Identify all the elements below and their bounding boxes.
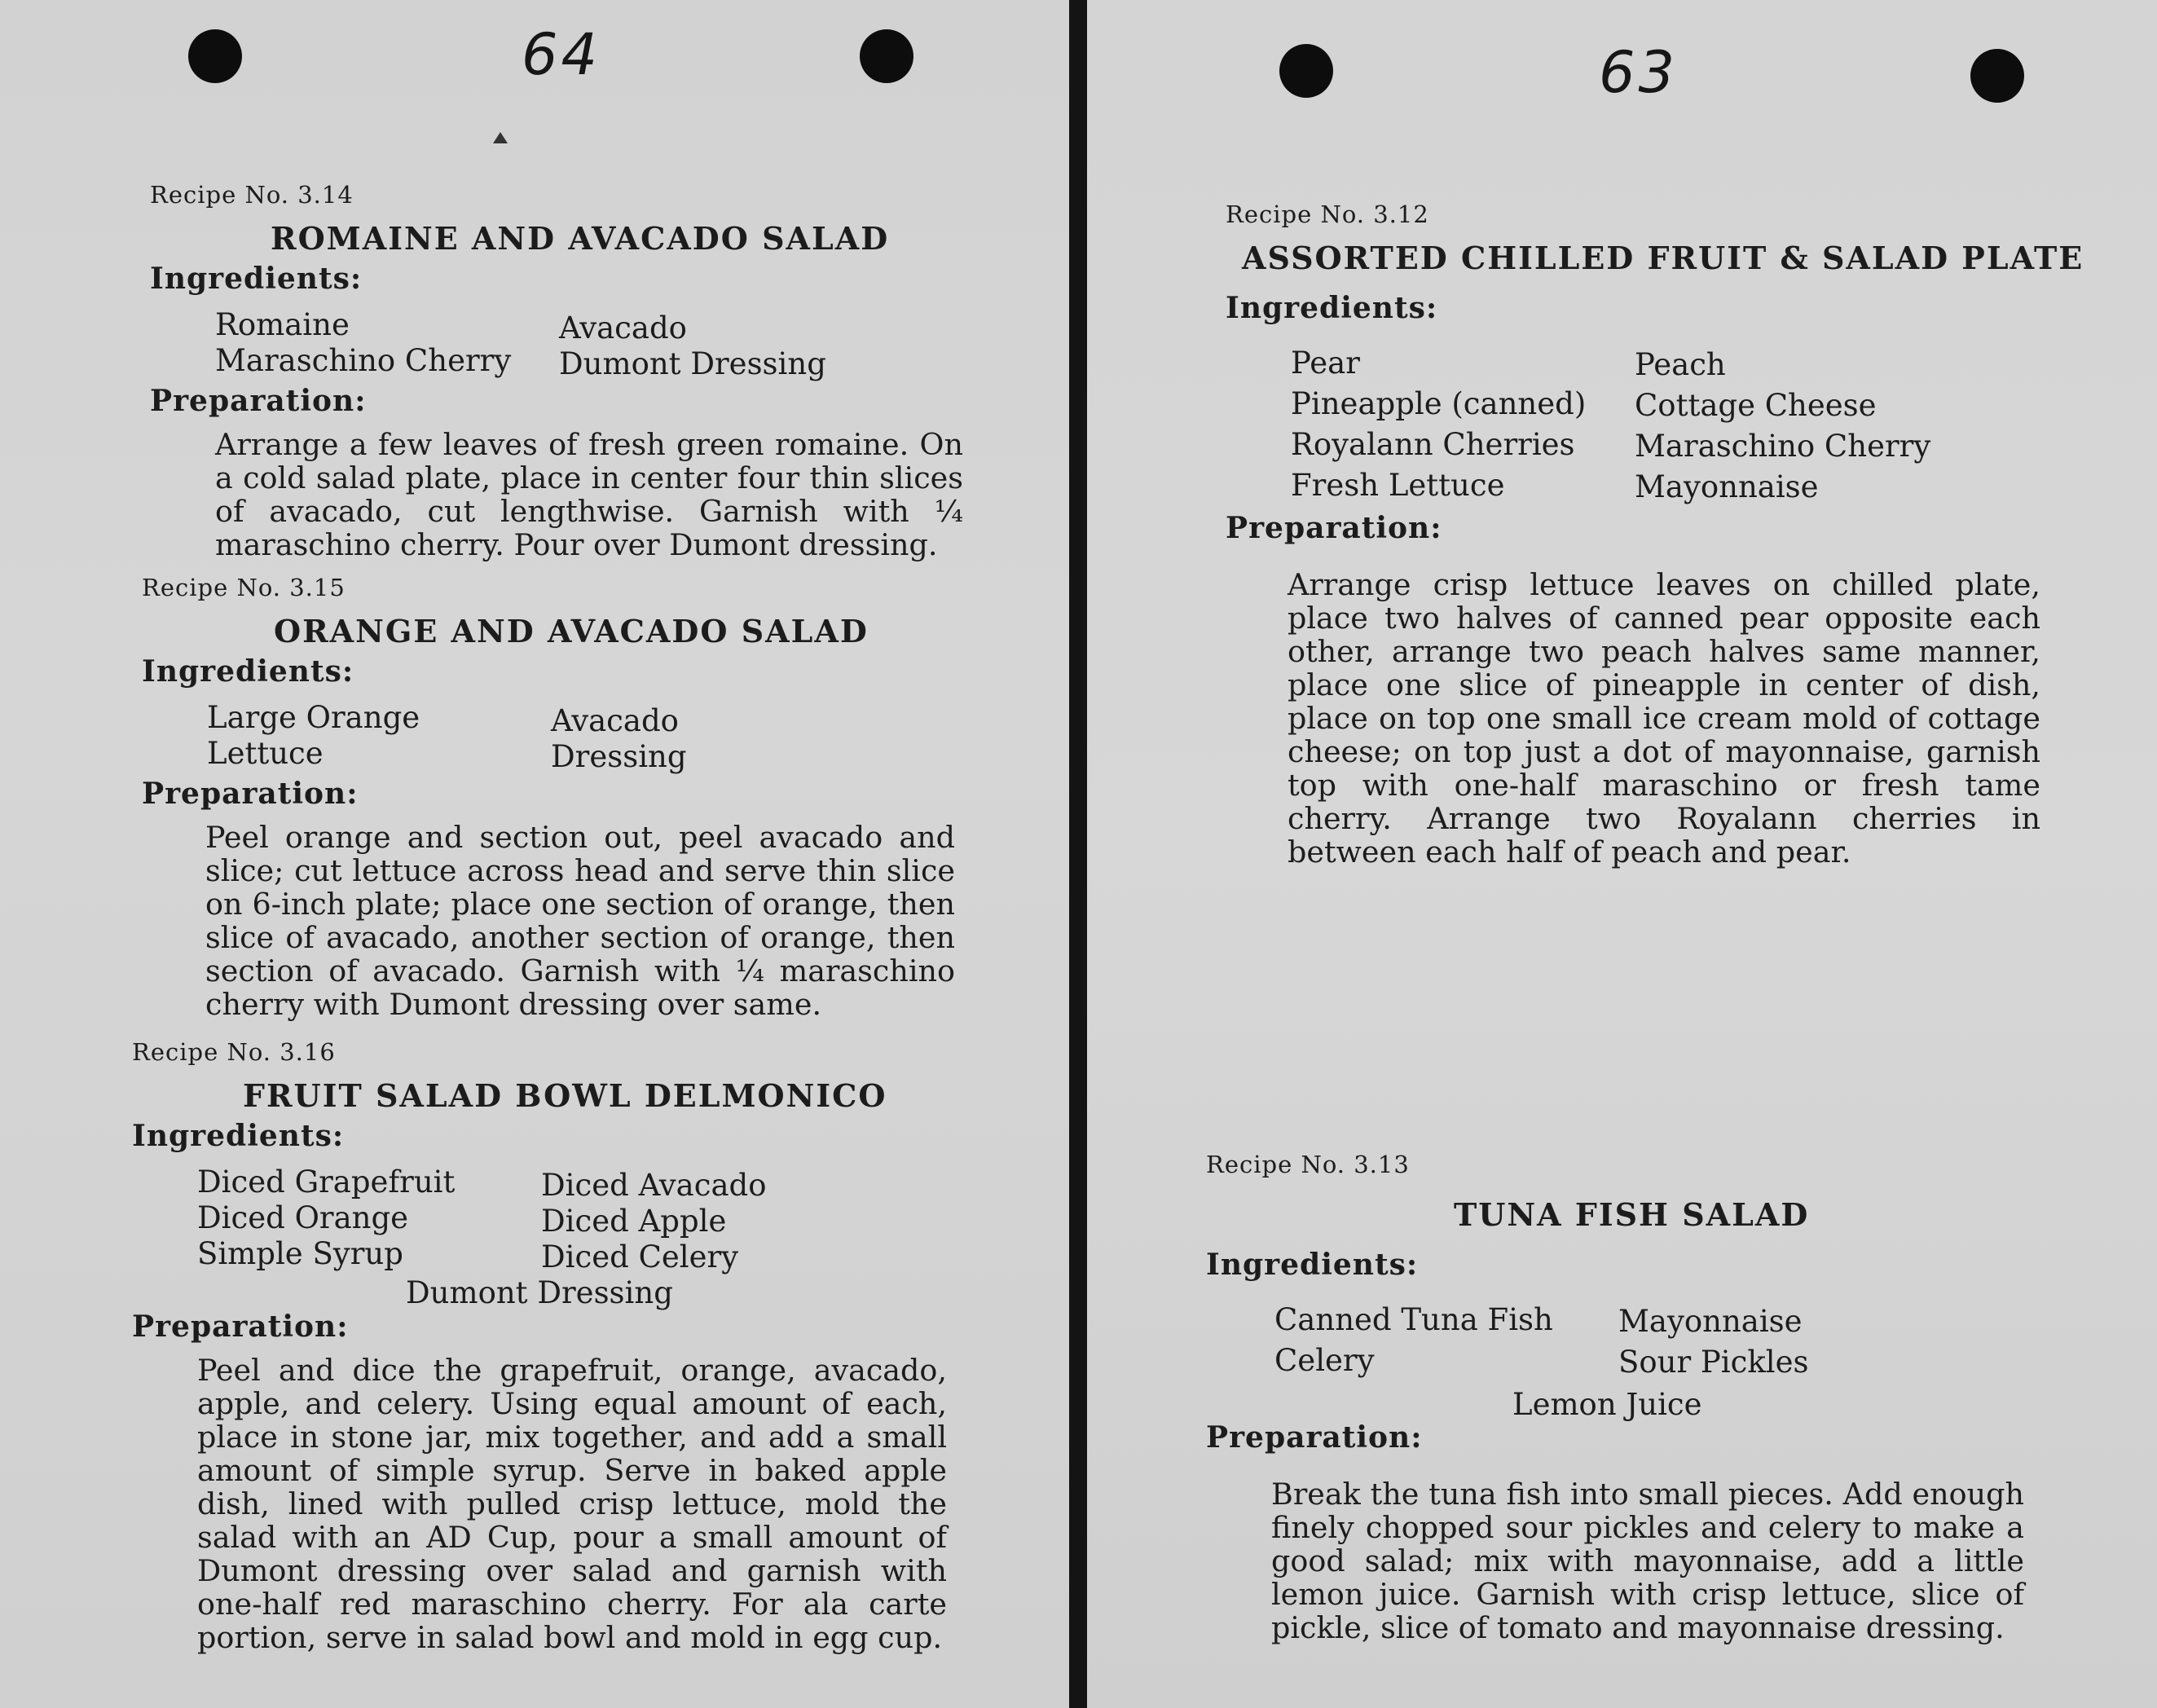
recipe-3-12 bbox=[1226, 200, 2084, 869]
preparation-text: Arrange crisp lettuce leaves on chilled plate, place two halves of canned pear opposite each other, arrange two peach halves same manner, place one slice of pineapple in center of dish, place on top one small ice cream mold of cottage cheese; on top just a dot of mayonnaise, garnish top with one-half maraschino or fresh tame cherry. Arrange two Royalann cherries in between each half of peach and pear. bbox=[1288, 567, 2040, 869]
ingredient: Mayonnaise bbox=[1618, 1304, 1803, 1339]
punch-hole-right bbox=[860, 29, 913, 83]
ingredient: Maraschino Cherry bbox=[1635, 429, 1931, 464]
recipe-number: Recipe No. 3.15 bbox=[142, 574, 346, 601]
ingredients-column-1 bbox=[1274, 1300, 1553, 1381]
punch-hole-right bbox=[1970, 49, 2024, 103]
ingredient: Royalann Cherries bbox=[1291, 427, 1575, 462]
ingredient: Cottage Cheese bbox=[1635, 388, 1877, 423]
recipe-number: Recipe No. 3.14 bbox=[150, 181, 354, 209]
preparation-label: Preparation: bbox=[150, 384, 367, 418]
preparation-text: Arrange a few leaves of fresh green romaine. On a cold salad plate, place in center four thin slices of avacado, cut lengthwise. Garnish with ¼ maraschino cherry. Pour over Dumont dressing. bbox=[215, 427, 963, 562]
recipe-3-13 bbox=[1206, 1151, 2054, 1644]
ingredient: Avacado bbox=[559, 310, 687, 346]
ingredient: Lettuce bbox=[207, 736, 324, 771]
ingredients-column-1 bbox=[197, 1164, 455, 1272]
recipe-number: Recipe No. 3.16 bbox=[132, 1038, 336, 1066]
ingredient: Peach bbox=[1635, 347, 1726, 382]
ingredients-column-2 bbox=[1635, 345, 1930, 508]
recipe-title: ASSORTED CHILLED FRUIT & SALAD PLATE bbox=[1242, 240, 2084, 276]
page-number: 64 bbox=[522, 21, 601, 88]
ingredients-label: Ingredients: bbox=[132, 1119, 345, 1153]
ingredients-label: Ingredients: bbox=[150, 262, 363, 296]
recipe-card-left bbox=[0, 0, 1069, 1708]
recipe-3-15 bbox=[142, 574, 957, 1021]
pencil-mark bbox=[493, 132, 508, 143]
ingredients-label: Ingredients: bbox=[1226, 291, 1438, 325]
ingredient: Canned Tuna Fish bbox=[1274, 1302, 1553, 1337]
ingredient: Avacado bbox=[551, 703, 679, 738]
ingredient: Sour Pickles bbox=[1618, 1345, 1809, 1380]
ingredient: Simple Syrup bbox=[197, 1236, 403, 1271]
ingredient: Dumont Dressing bbox=[559, 346, 826, 381]
recipe-title: ROMAINE AND AVACADO SALAD bbox=[271, 220, 890, 257]
ingredients-column-2 bbox=[541, 1168, 767, 1275]
ingredients-column-1 bbox=[1291, 343, 1586, 506]
preparation-text: Break the tuna fish into small pieces. Add enough finely chopped sour pickles and celery to make a good salad; mix with mayonnaise, add a little lemon juice. Garnish with crisp lettuce, slice of pickle, slice of tomato and mayonnaise dressing. bbox=[1271, 1477, 2024, 1645]
recipe-number: Recipe No. 3.13 bbox=[1206, 1151, 1410, 1178]
recipe-3-16 bbox=[132, 1038, 955, 1654]
ingredient: Large Orange bbox=[207, 700, 420, 735]
ingredient: Romaine bbox=[215, 307, 350, 342]
ingredients-list bbox=[1206, 1300, 2054, 1420]
punch-hole-left bbox=[188, 29, 242, 83]
ingredient: Diced Avacado bbox=[541, 1168, 767, 1203]
ingredient: Lemon Juice bbox=[1512, 1387, 1702, 1422]
ingredients-column-1 bbox=[215, 307, 511, 379]
ingredients-label: Ingredients: bbox=[1206, 1248, 1419, 1282]
ingredients-column-2 bbox=[551, 703, 687, 775]
ingredients-column-1 bbox=[207, 700, 420, 772]
recipe-card-right bbox=[1087, 0, 2157, 1708]
ingredients-list bbox=[142, 700, 957, 777]
ingredient: Pear bbox=[1291, 346, 1360, 381]
ingredient: Diced Orange bbox=[197, 1200, 409, 1235]
preparation-label: Preparation: bbox=[132, 1310, 349, 1344]
ingredients-column-2 bbox=[559, 310, 826, 382]
recipe-3-14 bbox=[150, 181, 965, 561]
ingredient: Dressing bbox=[551, 739, 687, 774]
preparation-label: Preparation: bbox=[1226, 511, 1442, 545]
ingredient: Pineapple (canned) bbox=[1291, 386, 1587, 421]
ingredients-list bbox=[1226, 343, 2073, 511]
ingredient: Diced Celery bbox=[541, 1239, 739, 1274]
ingredients-list bbox=[132, 1164, 955, 1310]
punch-hole-left bbox=[1279, 44, 1333, 98]
ingredient: Diced Apple bbox=[541, 1204, 727, 1239]
preparation-text: Peel orange and section out, peel avacado and slice; cut lettuce across head and serve thin slice on 6-inch plate; place one section of orange, then slice of avacado, another section of orange, then section of avacado. Garnish with ¼ maraschino cherry with Dumont dressing over same. bbox=[205, 820, 955, 1022]
page-number: 63 bbox=[1599, 39, 1679, 106]
ingredient: Dumont Dressing bbox=[406, 1275, 673, 1310]
preparation-label: Preparation: bbox=[142, 777, 359, 811]
recipe-title: ORANGE AND AVACADO SALAD bbox=[274, 613, 869, 649]
recipe-title: TUNA FISH SALAD bbox=[1454, 1196, 1810, 1233]
ingredients-column-2 bbox=[1618, 1301, 1809, 1383]
ingredients-label: Ingredients: bbox=[142, 654, 354, 689]
ingredient: Maraschino Cherry bbox=[215, 343, 512, 378]
ingredient: Celery bbox=[1274, 1343, 1375, 1378]
recipe-number: Recipe No. 3.12 bbox=[1226, 200, 1429, 228]
preparation-label: Preparation: bbox=[1206, 1420, 1423, 1455]
ingredient: Diced Grapefruit bbox=[197, 1164, 456, 1200]
recipe-title: FRUIT SALAD BOWL DELMONICO bbox=[243, 1077, 887, 1114]
ingredients-list bbox=[150, 307, 965, 384]
ingredient: Mayonnaise bbox=[1635, 469, 1819, 504]
ingredient: Fresh Lettuce bbox=[1291, 468, 1505, 503]
preparation-text: Peel and dice the grapefruit, orange, avacado, apple, and celery. Using equal amount of each, place in stone jar, mix together, and add a small amount of simple syrup. Serve in baked apple dish, lined with pulled crisp lettuce, mold the salad with an AD Cup, pour a small amount of Dumont dressing over salad and garnish with one-half red maraschino cherry. For ala carte portion, serve in salad bowl and mold in egg cup. bbox=[197, 1353, 947, 1655]
